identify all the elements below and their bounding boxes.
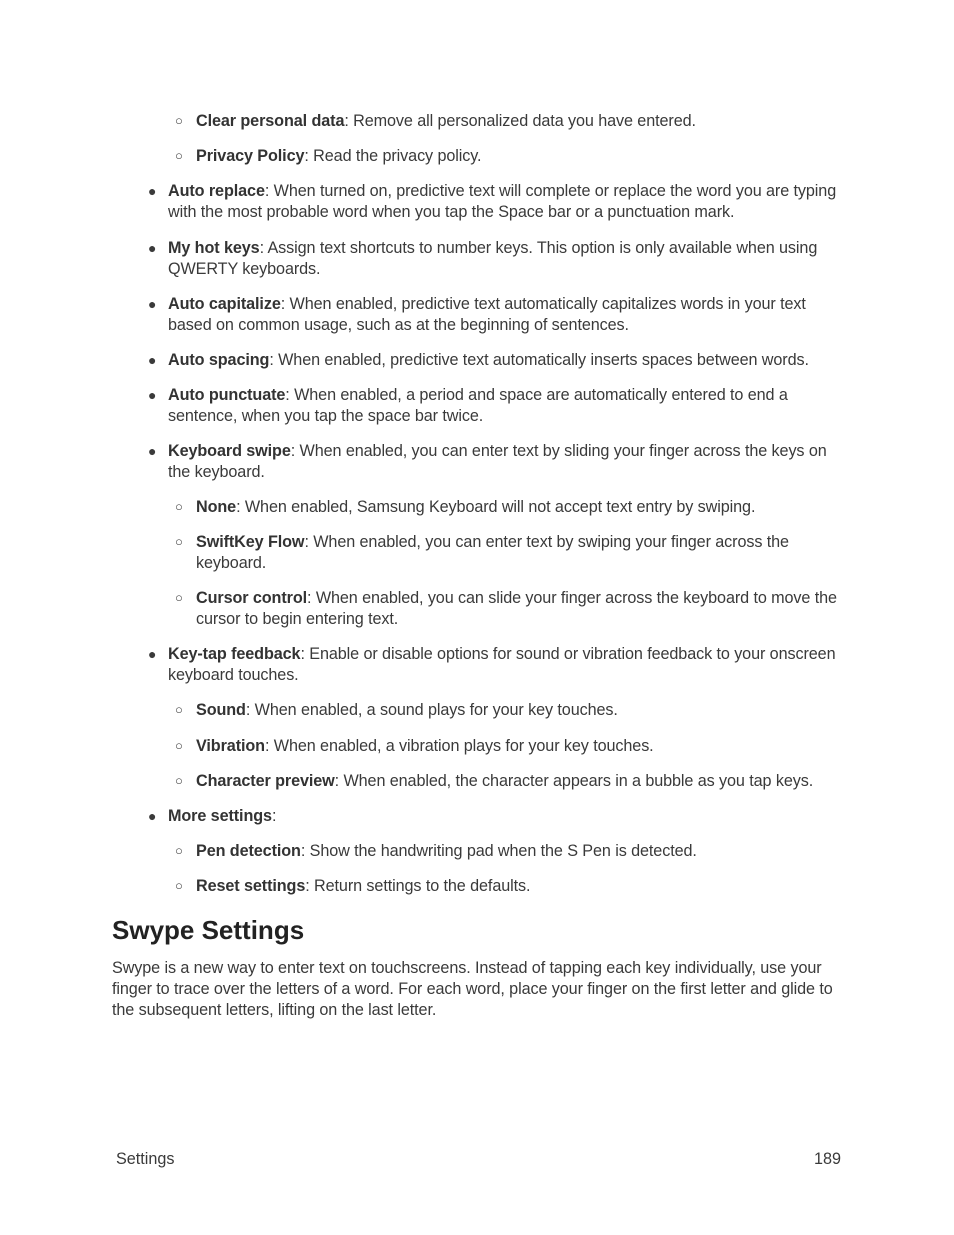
- list-item: [175, 876, 846, 897]
- list-item: [148, 644, 848, 686]
- item-term: My hot keys: [168, 239, 260, 257]
- list-item: [175, 771, 846, 792]
- item-term: Keyboard swipe: [168, 442, 291, 460]
- item-term: Clear personal data: [196, 112, 345, 130]
- list-item: [148, 385, 848, 427]
- bullet-icon: ●: [148, 183, 157, 199]
- list-item: [148, 806, 848, 827]
- list-item: [175, 736, 846, 757]
- item-description: : Read the privacy policy.: [304, 147, 482, 165]
- item-term: Key-tap feedback: [168, 645, 301, 663]
- bullet-icon: ●: [148, 240, 157, 256]
- item-term: Character preview: [196, 772, 335, 790]
- item-description: : When enabled, the character appears in a bubble as you tap keys.: [334, 772, 814, 790]
- bullet-icon: ●: [148, 646, 157, 662]
- section-heading: Swype Settings: [112, 915, 305, 945]
- list-item: [175, 588, 846, 630]
- item-description: : Show the handwriting pad when the S Pen is detected.: [300, 842, 697, 860]
- list-item: [148, 441, 848, 483]
- item-term: More settings: [168, 807, 272, 825]
- item-term: Auto punctuate: [168, 386, 286, 404]
- list-item: [175, 700, 846, 721]
- footer-page-number: 189: [813, 1150, 841, 1168]
- item-description: : When enabled, a sound plays for your key touches.: [245, 701, 618, 719]
- item-description: : When enabled, predictive text automatically capitalizes words in your text based on common usage, such as at the beginning of sentences.: [168, 295, 806, 334]
- item-term: Pen detection: [196, 842, 301, 860]
- list-item: [148, 294, 848, 336]
- item-term: Sound: [196, 701, 246, 719]
- item-term: Privacy Policy: [196, 147, 305, 165]
- hollow-bullet-icon: ○: [175, 843, 183, 858]
- hollow-bullet-icon: ○: [175, 499, 183, 514]
- item-description: : When turned on, predictive text will complete or replace the word you are typing with the most probable word when you tap the Space bar or a punctuation mark.: [168, 182, 837, 221]
- list-item: [175, 841, 846, 862]
- list-item: [175, 497, 846, 518]
- item-description: : When enabled, you can enter text by sliding your finger across the keys on the keyboard.: [168, 442, 827, 481]
- item-term: Reset settings: [196, 877, 306, 895]
- item-description: : When enabled, Samsung Keyboard will not accept text entry by swiping.: [236, 498, 756, 516]
- item-term: Cursor control: [196, 589, 308, 607]
- hollow-bullet-icon: ○: [175, 773, 183, 788]
- bullet-icon: ●: [148, 352, 157, 368]
- bullet-icon: ●: [148, 296, 157, 312]
- item-term: Auto capitalize: [168, 295, 281, 313]
- list-item: [148, 350, 848, 371]
- item-description: : When enabled, a vibration plays for your key touches.: [264, 737, 654, 755]
- list-item: [175, 111, 846, 132]
- item-term: None: [196, 498, 237, 516]
- item-description: : When enabled, you can slide your finger across the keyboard to move the cursor to begin entering text.: [196, 589, 837, 628]
- item-term: Auto spacing: [168, 351, 270, 369]
- list-item: [175, 146, 846, 167]
- list-item: [175, 532, 846, 574]
- list-item: [148, 181, 848, 223]
- hollow-bullet-icon: ○: [175, 878, 183, 893]
- bullet-icon: ●: [148, 387, 157, 403]
- hollow-bullet-icon: ○: [175, 702, 183, 717]
- footer-section-name: Settings: [116, 1150, 175, 1168]
- item-term: Auto replace: [168, 182, 265, 200]
- item-description: : When enabled, predictive text automatically inserts spaces between words.: [269, 351, 809, 369]
- item-description: : Return settings to the defaults.: [305, 877, 531, 895]
- hollow-bullet-icon: ○: [175, 148, 183, 163]
- hollow-bullet-icon: ○: [175, 113, 183, 128]
- item-description: :: [271, 807, 277, 825]
- item-description: : Assign text shortcuts to number keys. This option is only available when using QWERTY keyboards.: [168, 239, 818, 278]
- item-term: Vibration: [196, 737, 265, 755]
- hollow-bullet-icon: ○: [175, 534, 183, 549]
- hollow-bullet-icon: ○: [175, 590, 183, 605]
- item-description: : When enabled, a period and space are automatically entered to end a sentence, when you tap the space bar twice.: [168, 386, 788, 425]
- list-item: [148, 238, 848, 280]
- item-term: SwiftKey Flow: [196, 533, 305, 551]
- section-intro: Swype is a new way to enter text on touchscreens. Instead of tapping each key individually, use your finger to trace over the letters of a word. For each word, place your finger on the first letter and glide to the subsequent letters, lifting on the last letter.: [112, 959, 833, 1019]
- item-description: : When enabled, you can enter text by swiping your finger across the keyboard.: [196, 533, 789, 572]
- bullet-icon: ●: [148, 808, 157, 824]
- item-description: : Remove all personalized data you have entered.: [344, 112, 696, 130]
- hollow-bullet-icon: ○: [175, 738, 183, 753]
- item-description: : Enable or disable options for sound or vibration feedback to your onscreen keyboard touches.: [168, 645, 836, 684]
- bullet-icon: ●: [148, 443, 157, 459]
